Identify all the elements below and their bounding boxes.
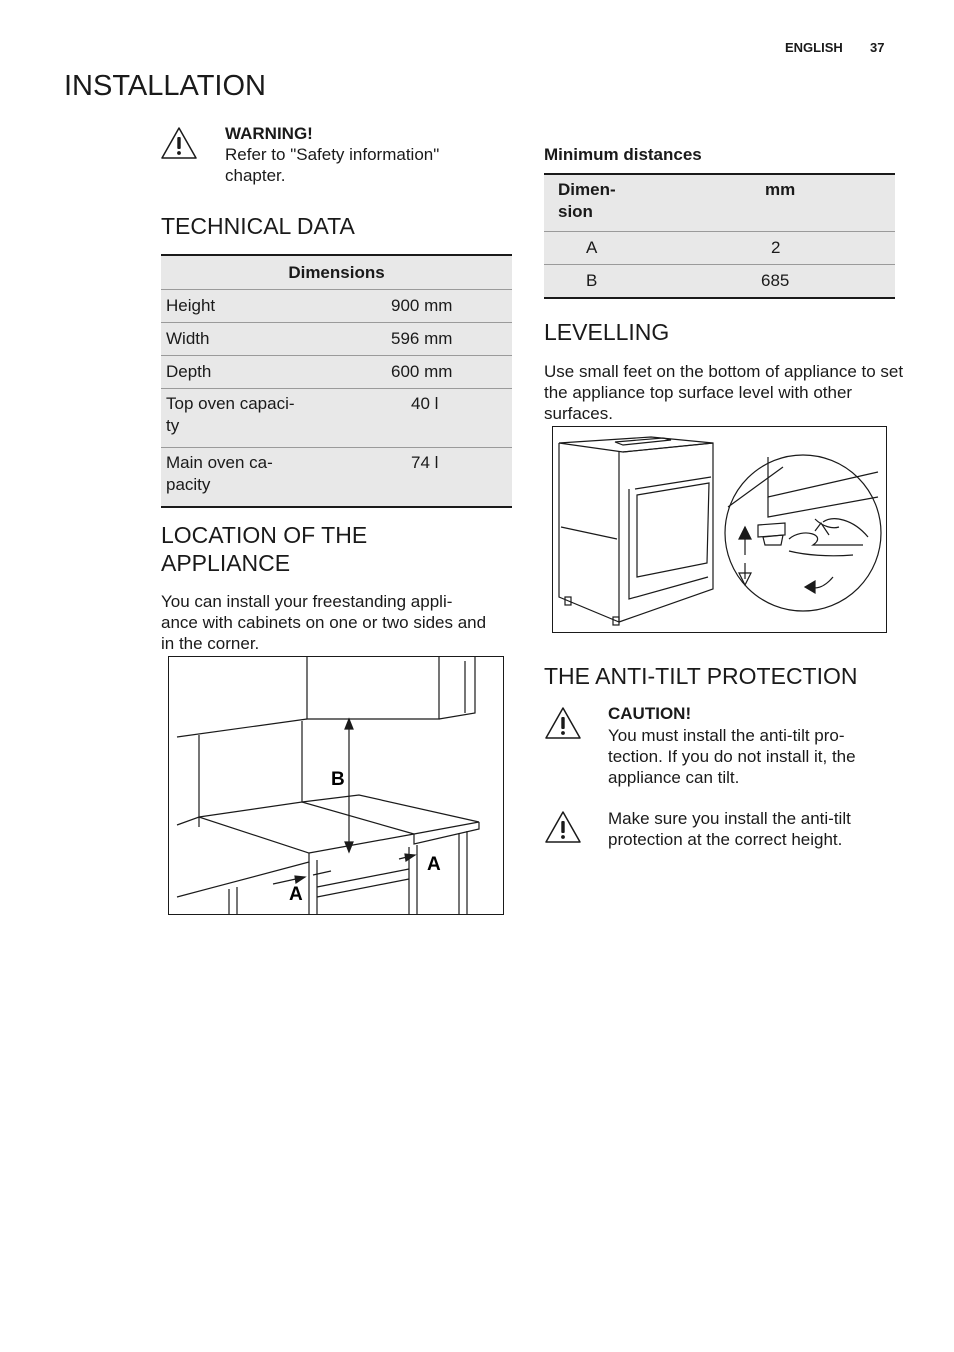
levelling-heading: LEVELLING — [544, 319, 670, 345]
caution-icon — [544, 706, 582, 740]
technical-data-table — [161, 254, 512, 508]
location-heading: LOCATION OF THE APPLIANCE — [161, 522, 368, 576]
row-value: 74 l — [371, 448, 512, 508]
minimum-distances-heading: Minimum distances — [544, 145, 702, 164]
row-mm: 685 — [713, 265, 895, 299]
anti-tilt-heading: THE ANTI-TILT PROTECTION — [544, 663, 858, 689]
page-title: INSTALLATION — [64, 70, 266, 102]
caution-icon — [544, 810, 582, 844]
warning-text: Refer to "Safety information" chapter. — [225, 145, 440, 185]
label-a-right: A — [427, 854, 441, 875]
label-b: B — [331, 769, 345, 790]
levelling-text: Use small feet on the bottom of appliance to set the appliance top surface level with other surfaces. — [544, 362, 904, 423]
technical-data-heading: TECHNICAL DATA — [161, 213, 355, 239]
warning-heading: WARNING! — [225, 124, 313, 143]
col-mm-header: mm — [765, 180, 796, 199]
row-value: 900 mm — [371, 290, 512, 323]
caution-heading: CAUTION! — [608, 704, 692, 723]
page-number: 37 — [870, 40, 885, 55]
language-label: ENGLISH — [785, 40, 843, 55]
row-value: 40 l — [371, 389, 512, 448]
row-label: Top oven capaci- ty — [161, 389, 371, 448]
label-a-left: A — [289, 884, 303, 905]
row-dimension: B — [544, 265, 713, 299]
row-dimension: A — [544, 232, 713, 265]
row-label: Width — [161, 323, 371, 356]
kitchen-diagram — [169, 657, 503, 914]
row-mm: 2 — [713, 232, 895, 265]
caution-text: You must install the anti-tilt pro- tection. If you do not install it, the appliance can tilt. — [608, 726, 856, 787]
row-label: Depth — [161, 356, 371, 389]
levelling-diagram — [553, 427, 886, 632]
location-text: You can install your freestanding appli- ance with cabinets on one or two sides and in the corner. — [161, 592, 487, 653]
row-value: 596 mm — [371, 323, 512, 356]
minimum-distances-table — [544, 173, 895, 299]
row-label: Main oven ca- pacity — [161, 448, 371, 508]
table-header: Dimensions — [288, 263, 385, 282]
levelling-figure — [552, 426, 887, 633]
row-label: Height — [161, 290, 371, 323]
row-value: 600 mm — [371, 356, 512, 389]
warning-icon — [160, 126, 198, 160]
note-text: Make sure you install the anti-tilt protection at the correct height. — [608, 809, 851, 849]
col-dimension-header: Dimen- sion — [558, 180, 616, 221]
location-figure — [168, 656, 504, 915]
